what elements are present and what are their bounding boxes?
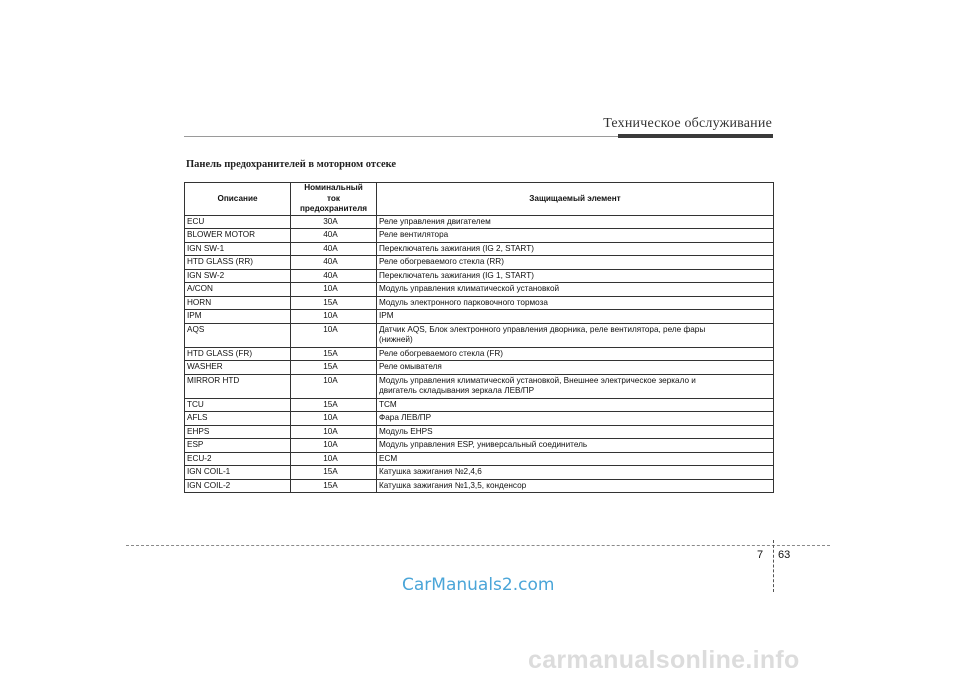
fuse-name: ESP [185, 439, 291, 453]
protected-component-line: Модуль управления климатической установкой, Внешнее электрическое зеркало и [379, 375, 696, 385]
fuse-rating: 10A [291, 425, 377, 439]
column-header-description: Описание [185, 183, 291, 216]
protected-component [377, 283, 774, 297]
table-header-row [185, 183, 774, 216]
fuse-name: HORN [185, 296, 291, 310]
fuse-rating: 40A [291, 269, 377, 283]
fuse-name: IPM [185, 310, 291, 324]
protected-component-line: Модуль управления ESP, универсальный соединитель [379, 440, 588, 449]
fuse-name: IGN SW-1 [185, 242, 291, 256]
fuse-rating: 15A [291, 479, 377, 493]
table-row [185, 439, 774, 453]
fuse-name: WASHER [185, 361, 291, 375]
fuse-rating: 15A [291, 296, 377, 310]
fuse-name: TCU [185, 398, 291, 412]
fuse-rating: 15A [291, 398, 377, 412]
protected-component [377, 229, 774, 243]
table-row [185, 242, 774, 256]
table-row [185, 310, 774, 324]
footer-dashed-rule [126, 545, 830, 546]
column-header-component: Защищаемый элемент [377, 183, 774, 216]
fuse-table-body [185, 215, 774, 493]
fuse-name: IGN COIL-2 [185, 479, 291, 493]
protected-component-line: Реле омывателя [379, 362, 442, 371]
protected-component-line: Модуль управления климатической установкой [379, 284, 560, 293]
fuse-table [184, 182, 774, 493]
fuse-rating: 40A [291, 256, 377, 270]
protected-component [377, 425, 774, 439]
protected-component-line: Реле управления двигателем [379, 216, 491, 226]
fuse-name: EHPS [185, 425, 291, 439]
fuse-name: A/CON [185, 283, 291, 297]
fuse-name: ECU [185, 215, 291, 229]
fuse-name: IGN COIL-1 [185, 466, 291, 480]
watermark-carmanuals2: CarManuals2.com [402, 575, 555, 595]
table-row [185, 374, 774, 398]
protected-component [377, 310, 774, 324]
protected-component-line: IPM [379, 311, 394, 320]
table-row [185, 452, 774, 466]
protected-component [377, 347, 774, 361]
fuse-rating: 10A [291, 452, 377, 466]
protected-component-line: Реле обогреваемого стекла (RR) [379, 257, 504, 266]
table-row [185, 425, 774, 439]
table-row [185, 412, 774, 426]
protected-component [377, 323, 774, 347]
protected-component [377, 374, 774, 398]
table-row [185, 479, 774, 493]
watermark-carmanualsonline: carmanualsonline.info [528, 646, 800, 674]
page-number-separator [773, 540, 774, 592]
table-row [185, 269, 774, 283]
column-header-rating-line2: ток предохранителя [299, 193, 368, 213]
table-row [185, 347, 774, 361]
chapter-number: 7 [757, 549, 764, 561]
protected-component-line: Модуль EHPS [379, 426, 433, 436]
protected-component-line: Катушка зажигания №2,4,6 [379, 467, 482, 476]
protected-component [377, 479, 774, 493]
table-row [185, 361, 774, 375]
protected-component-line: Переключатель зажигания (IG 1, START) [379, 270, 534, 280]
protected-component [377, 398, 774, 412]
fuse-name: HTD GLASS (RR) [185, 256, 291, 270]
fuse-name: AQS [185, 323, 291, 347]
fuse-rating: 10A [291, 412, 377, 426]
fuse-rating: 15A [291, 347, 377, 361]
protected-component [377, 412, 774, 426]
fuse-rating: 10A [291, 310, 377, 324]
fuse-rating: 15A [291, 466, 377, 480]
table-row [185, 283, 774, 297]
protected-component-line: Датчик AQS, Блок электронного управления дворника, реле вентилятора, реле фары [379, 324, 706, 334]
column-header-rating [291, 183, 377, 216]
fuse-name: BLOWER MOTOR [185, 229, 291, 243]
protected-component [377, 269, 774, 283]
fuse-name: MIRROR HTD [185, 374, 291, 398]
section-title: Панель предохранителей в моторном отсеке [186, 159, 397, 170]
protected-component [377, 361, 774, 375]
table-row [185, 398, 774, 412]
fuse-rating: 40A [291, 229, 377, 243]
fuse-name: HTD GLASS (FR) [185, 347, 291, 361]
chapter-header-title: Техническое обслуживание [603, 116, 772, 131]
protected-component-line: Катушка зажигания №1,3,5, конденсор [379, 480, 527, 490]
fuse-rating: 40A [291, 242, 377, 256]
fuse-rating: 10A [291, 323, 377, 347]
protected-component-line: (нижней) [379, 335, 413, 344]
table-row [185, 229, 774, 243]
protected-component-line: Реле обогреваемого стекла (FR) [379, 348, 504, 358]
fuse-name: ECU-2 [185, 452, 291, 466]
fuse-rating: 30A [291, 215, 377, 229]
header-accent-bar [618, 134, 773, 138]
table-row [185, 466, 774, 480]
protected-component-line: TCM [379, 399, 397, 409]
fuse-rating: 15A [291, 361, 377, 375]
fuse-rating: 10A [291, 283, 377, 297]
protected-component [377, 439, 774, 453]
fuse-name: AFLS [185, 412, 291, 426]
protected-component [377, 242, 774, 256]
table-row [185, 256, 774, 270]
protected-component [377, 256, 774, 270]
protected-component [377, 296, 774, 310]
protected-component-line: Реле вентилятора [379, 230, 449, 239]
table-row [185, 215, 774, 229]
fuse-rating: 10A [291, 374, 377, 398]
column-header-rating-line1: Номинальный [304, 183, 363, 192]
fuse-rating: 10A [291, 439, 377, 453]
table-row [185, 296, 774, 310]
protected-component [377, 452, 774, 466]
protected-component [377, 466, 774, 480]
protected-component-line: Переключатель зажигания (IG 2, START) [379, 243, 534, 253]
protected-component [377, 215, 774, 229]
fuse-name: IGN SW-2 [185, 269, 291, 283]
protected-component-line: двигатель складывания зеркала ЛЕВ/ПР [379, 386, 535, 395]
table-row [185, 323, 774, 347]
protected-component-line: Модуль электронного парковочного тормоза [379, 297, 548, 307]
page-number: 63 [778, 549, 791, 561]
protected-component-line: Фара ЛЕВ/ПР [379, 413, 432, 422]
protected-component-line: ECM [379, 453, 398, 463]
